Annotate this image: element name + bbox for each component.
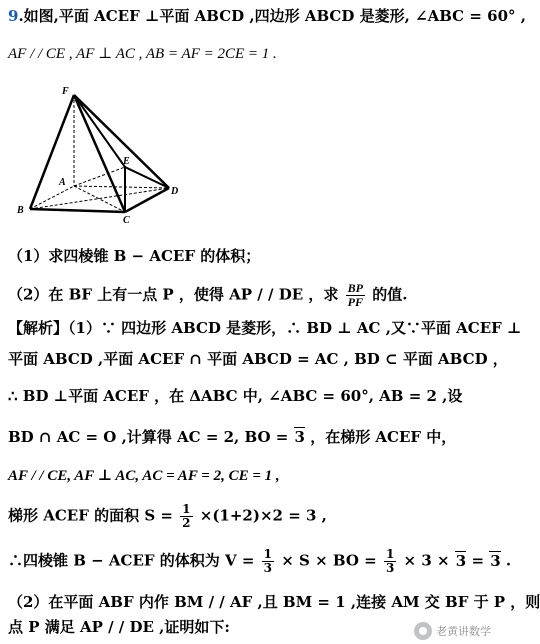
solution-line-1: 【解析】（1）∵ 四边形 ABCD 是菱形，∴ BD ⊥ AC ,又∵平面 ACEF ⊥ (8, 319, 522, 337)
solution-line-2: 平面 ABCD ,平面 ACEF ∩ 平面 ABCD = AC , BD ⊂ 平面 ABCD ， (8, 350, 508, 368)
problem-number: 9 (8, 7, 19, 25)
watermark: 老黄讲数学 (414, 622, 491, 640)
label-D: D (171, 186, 179, 197)
question-1: （1）求四棱锥 B − ACEF 的体积； (8, 247, 261, 265)
label-A: A (59, 177, 66, 188)
fraction-one-third-2: $\frac{1}{3}$ (385, 547, 395, 575)
fraction-one-third: $\frac{1}{3}$ (263, 547, 273, 575)
label-C: C (123, 215, 130, 226)
sqrt-3: 3 (294, 428, 305, 446)
question-2: （2）在 BF 上有一点 P ，使得 AP / / DE ，求 $\frac{BP}{PF}$ 的值. (8, 281, 408, 309)
pyramid-figure (12, 82, 212, 226)
problem-line-1: 9.如图,平面 ACEF ⊥平面 ABCD ,四边形 ABCD 是菱形, ∠ABC = 60° , (8, 7, 526, 25)
wechat-icon (414, 622, 432, 640)
solution-line-4: BD ∩ AC = O ,计算得 AC = 2, BO = 3 ，在梯形 ACEF 中， (8, 428, 457, 446)
label-F: F (62, 86, 69, 97)
solution-line-9: 点 P 满足 AP / / DE ,证明如下: (8, 618, 230, 636)
solution-line-8: （2）在平面 ABF 内作 BM / / AF ,且 BM = 1 ,连接 AM 交 BF 于 P ，则 (8, 593, 540, 611)
label-B: B (17, 205, 24, 216)
solution-line-7: ∴四棱锥 B − ACEF 的体积为 V = $\frac{1}{3}$ × S × BO = $\frac{1}{3}$ × 3 × 3 = 3 . (8, 547, 512, 575)
solution-line-5: AF / / CE, AF ⊥ AC, AC = AF = 2, CE = 1 , (8, 468, 280, 484)
solution-line-6: 梯形 ACEF 的面积 S = $\frac{1}{2}$ ×(1+2)×2 = 3 , (8, 502, 327, 530)
label-E: E (123, 156, 130, 167)
fraction-one-half: $\frac{1}{2}$ (182, 502, 191, 530)
fraction-bp-pf: $\frac{BP}{PF}$ (347, 281, 363, 309)
problem-line-2: AF / / CE , AF ⊥ AC , AB = AF = 2CE = 1 . (8, 46, 277, 62)
solution-line-3: ∴ BD ⊥平面 ACEF ，在 ΔABC 中, ∠ABC = 60°, AB = 2 ,设 (8, 387, 463, 405)
